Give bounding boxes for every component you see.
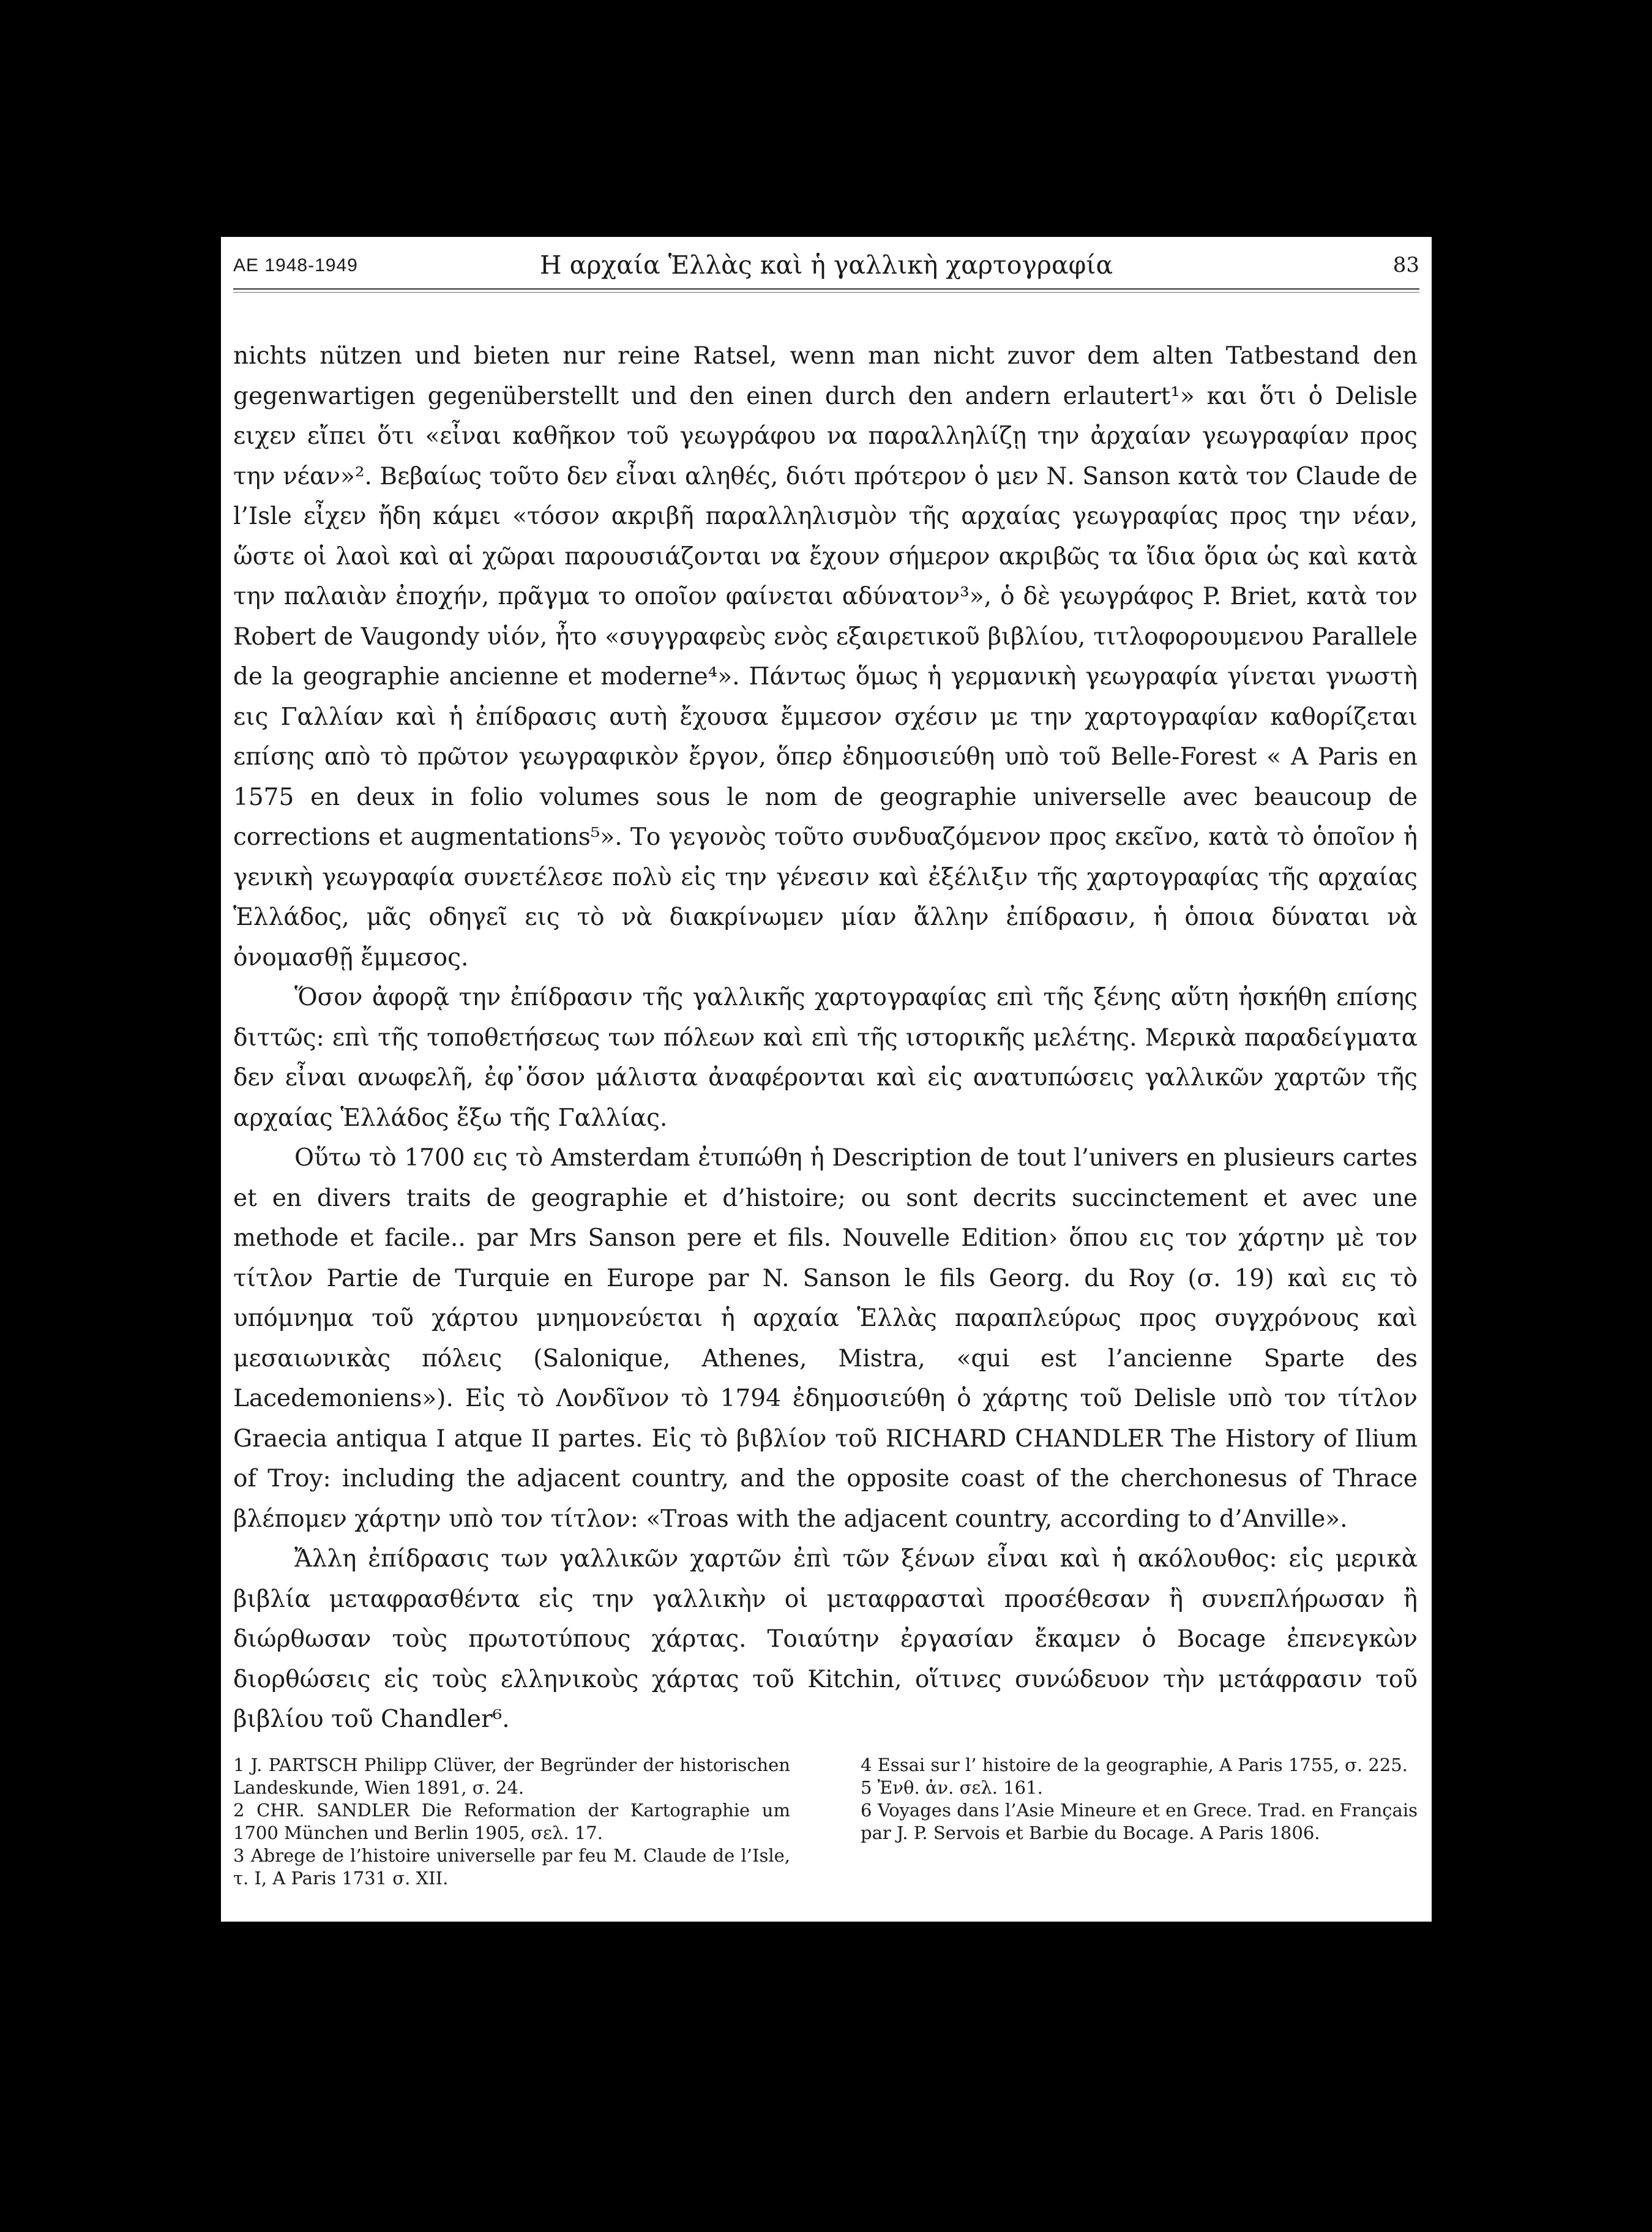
footnote: 1 J. PARTSCH Philipp Clüver, der Begründer der historischen Landeskunde, Wien 1891, σ. 24. xyxy=(233,1755,790,1798)
paragraph: Ἄλλη ἐπίδρασις των γαλλικῶν χαρτῶν ἐπὶ τῶν ξένων εἶναι καὶ ἡ ακόλουθος: εἰς μερικὰ βιβλία μεταφρασθέντα εἰς την γαλλικὴν οἱ μεταφρασταὶ προσέθεσαν ἢ συνεπλήρωσαν ἢ διώρθωσαν τοὺς πρωτοτύπους χάρτας. Τοιαύτην ἐργασίαν ἔκαμεν ὁ Bocage ἐπενεγκὼν διορθώσεις εἰς τοὺς ελληνικοὺς χάρτας τοῦ Kitchin, οἵτινες συνώδευον τὴν μετάφρασιν τοῦ βιβλίου τοῦ Chandler⁶. xyxy=(233,1545,1418,1733)
body-text xyxy=(233,336,1418,1740)
footnote: 3 Abrege de l’histoire universelle par feu M. Claude de l’Isle, τ. I, A Paris 1731 σ. XII. xyxy=(233,1845,790,1889)
footnote: 2 CHR. SANDLER Die Reformation der Kartographie um 1700 München und Berlin 1905, σελ. 17. xyxy=(233,1800,790,1843)
paragraph: nichts nützen und bieten nur reine Ratsel, wenn man nicht zuvor dem alten Tatbestand den gegenwartigen gegenüberstellt und den einen durch den andern erlautert¹» και ὅτι ὁ Delisle ειχεν εἴπει ὅτι «εἶναι καθῆκον τοῦ γεωγράφου να παραλληλίζῃ την ἀρχαίαν γεωγραφίαν προς την νέαν»². Βεβαίως τοῦτο δεν εἶναι αληθές, διότι πρότερον ὁ μεν Ν. Sanson κατὰ τον Claude de l’Isle εἶχεν ἤδη κάμει «τόσον ακριβῆ παραλληλισμὸν τῆς αρχαίας γεωγραφίας προς την νέαν, ὥστε οἱ λαοὶ καὶ αἱ χῶραι παρουσιάζονται να ἔχουν σήμερον ακριβῶς τα ἴδια ὅρια ὡς καὶ κατὰ την παλαιὰν ἐποχήν, πρᾶγμα το οποῖον φαίνεται αδύνατον³», ὁ δὲ γεωγράφος P. Briet, κατὰ τον Robert de Vaugondy υἱόν, ἦτο «συγγραφεὺς ενὸς εξαιρετικοῦ βιβλίου, τιτλοφορουμενου Parallele de la geographie ancienne et moderne⁴». Πάντως ὅμως ἡ γερμανικὴ γεωγραφία γίνεται γνωστὴ εις Γαλλίαν καὶ ἡ ἐπίδρασις αυτὴ ἔχουσα ἔμμεσον σχέσιν με την χαρτογραφίαν καθορίζεται επίσης απὸ τὸ πρῶτον γεωγραφικὸν ἔργον, ὅπερ ἐδημοσιεύθη υπὸ τοῦ Belle-Forest « A Paris en 1575 en deux in folio volumes sous le nom de geographie universelle avec beaucoup de corrections et augmentations⁵». Το γεγονὸς τοῦτο συνδυαζόμενον προς εκεῖνο, κατὰ τὸ ὁποῖον ἡ γενικὴ γεωγραφία συνετέλεσε πολὺ εἰς την γένεσιν καὶ ἐξέλιξιν τῆς χαρτογραφίας τῆς αρχαίας Ἑλλάδος, μᾶς οδηγεῖ εις τὸ νὰ διακρίνωμεν μίαν ἄλλην ἐπίδρασιν, ἡ ὁποια δύναται νὰ ὀνομασθῇ ἔμμεσος. xyxy=(233,342,1418,972)
footnotes-right-column xyxy=(861,1754,1418,1844)
journal-volume: ΑΕ 1948-1949 xyxy=(233,255,358,275)
running-header xyxy=(233,250,1419,292)
footnote: 6 Voyages dans l’Asie Mineure et en Grece. Trad. en Français par J. P. Servois et Barbie du Bocage. A Paris 1806. xyxy=(861,1800,1418,1843)
document-page xyxy=(221,237,1432,1922)
header-rule xyxy=(233,288,1419,290)
footnotes-left-column xyxy=(233,1754,790,1890)
running-title: Η αρχαία Ἑλλὰς καὶ ἡ γαλλικὴ χαρτογραφία xyxy=(539,250,1113,280)
page-number: 83 xyxy=(1392,253,1419,277)
paragraph: Οὕτω τὸ 1700 εις τὸ Amsterdam ἐτυπώθη ἡ Description de tout l’univers en plusieurs cartes et en divers traits de geographie et d’histoire; ou sont decrits succinctement et avec une methode et facile.. par Mrs Sanson pere et fils. Nouvelle Edition› ὅπου εις τον χάρτην μὲ τον τίτλον Partie de Turquie en Europe par N. Sanson le fils Georg. du Roy (σ. 19) καὶ εις τὸ υπόμνημα τοῦ χάρτου μνημονεύεται ἡ αρχαία Ἑλλὰς παραπλεύρως προς συγχρόνους καὶ μεσαιωνικὰς πόλεις (Salonique, Athenes, Mistra, «qui est l’ancienne Sparte des Lacedemoniens»). Εἰς τὸ Λονδῖνον τὸ 1794 ἐδημοσιεύθη ὁ χάρτης τοῦ Delisle υπὸ τον τίτλον Graecia antiqua I atque II partes. Εἰς τὸ βιβλίον τοῦ RICHARD CHANDLER The History of Ilium of Troy: including the adjacent country, and the opposite coast of the cherchonesus of Thrace βλέπομεν χάρτην υπὸ τον τίτλον: «Troas with the adjacent country, according to d’Anville». xyxy=(233,1144,1418,1533)
footnote: 5 Ἐνθ. ἀν. σελ. 161. xyxy=(861,1777,1043,1798)
paragraph: Ὅσον ἀφορᾷ την ἐπίδρασιν τῆς γαλλικῆς χαρτογραφίας επὶ τῆς ξένης αὕτη ἠσκήθη επίσης διττῶς: επὶ τῆς τοποθετήσεως των πόλεων καὶ επὶ τῆς ιστορικῆς μελέτης. Μερικὰ παραδείγματα δεν εἶναι ανωφελῆ, ἐφ᾽ὅσον μάλιστα ἀναφέρονται καὶ εἰς ανατυπώσεις γαλλικῶν χαρτῶν τῆς αρχαίας Ἑλλάδος ἔξω τῆς Γαλλίας. xyxy=(233,984,1418,1132)
footnote: 4 Essai sur l’ histoire de la geographie, A Paris 1755, σ. 225. xyxy=(861,1755,1408,1775)
header-rule-thin xyxy=(233,292,1419,293)
